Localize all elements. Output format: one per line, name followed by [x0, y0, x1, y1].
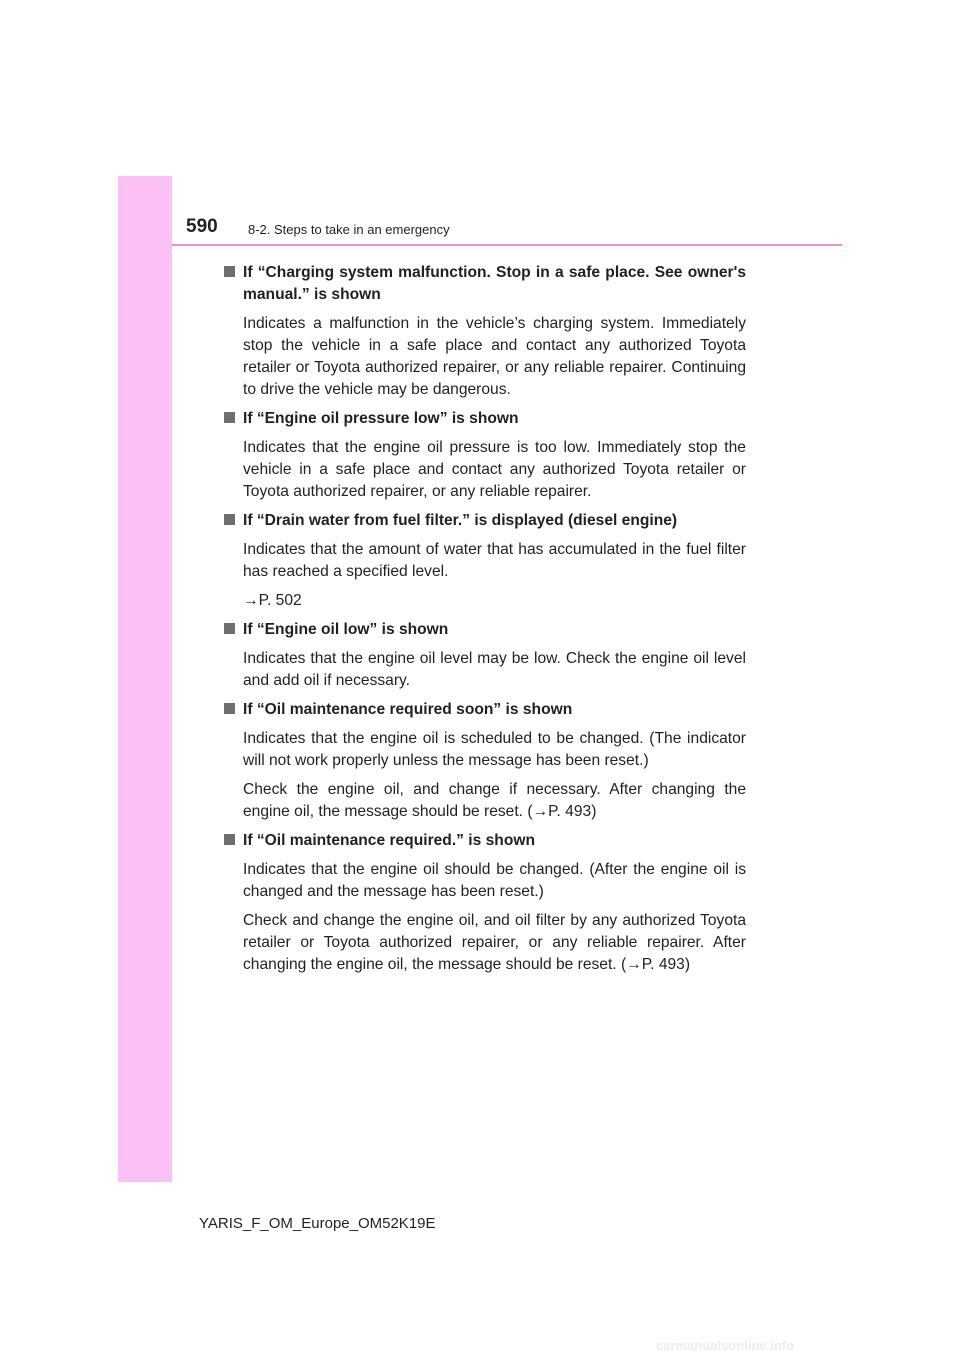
- item-paragraph: Indicates that the amount of water that has accumulated in the fuel filter has reached a specified level.: [243, 541, 746, 580]
- square-bullet-icon: [224, 266, 235, 277]
- item-heading: If “Charging system malfunction. Stop in a safe place. See owner's manual.” is shown: [243, 264, 746, 303]
- document-code: YARIS_F_OM_Europe_OM52K19E: [199, 1215, 436, 1232]
- item-paragraph: Indicates that the engine oil should be changed. (After the engine oil is changed and the message has been reset.): [243, 861, 746, 900]
- watermark: carmanualsonline.info: [656, 1338, 794, 1353]
- list-item-oil-pressure-low: [224, 408, 746, 503]
- list-item-oil-maintenance-soon: [224, 699, 746, 823]
- item-paragraph: Indicates a malfunction in the vehicle’s charging system. Immediately stop the vehicle in a safe place and contact any authorized Toyota retailer or Toyota authorized repairer, or any reliable repairer. Continuing to drive the vehicle may be dangerous.: [243, 315, 746, 398]
- header-divider: [172, 244, 842, 246]
- square-bullet-icon: [224, 703, 235, 714]
- item-paragraph: Indicates that the engine oil is scheduled to be changed. (The indicator will not work properly unless the message has been reset.): [243, 730, 746, 769]
- square-bullet-icon: [224, 412, 235, 423]
- item-heading: If “Oil maintenance required soon” is shown: [243, 701, 573, 718]
- section-title: 8-2. Steps to take in an emergency: [248, 222, 450, 237]
- list-item-oil-maintenance-required: [224, 830, 746, 976]
- page-reference: →P. 502: [243, 592, 302, 609]
- page-number: 590: [186, 216, 218, 237]
- item-heading: If “Drain water from fuel filter.” is displayed (diesel engine): [243, 512, 678, 529]
- page-content: [224, 262, 746, 983]
- list-item-drain-water: [224, 510, 746, 612]
- item-heading: If “Oil maintenance required.” is shown: [243, 832, 536, 849]
- item-paragraph: Indicates that the engine oil level may be low. Check the engine oil level and add oil if necessary.: [243, 650, 746, 689]
- item-paragraph: Check and change the engine oil, and oil filter by any authorized Toyota retailer or Toyota authorized repairer, or any reliable repairer. After changing the engine oil, the message should be reset. (→P. 493): [243, 912, 746, 973]
- square-bullet-icon: [224, 623, 235, 634]
- item-heading: If “Engine oil low” is shown: [243, 621, 449, 638]
- list-item-charging-system: [224, 262, 746, 401]
- item-paragraph: Check the engine oil, and change if necessary. After changing the engine oil, the message should be reset. (→P. 493): [243, 781, 746, 820]
- item-heading: If “Engine oil pressure low” is shown: [243, 410, 519, 427]
- chapter-tab-band: [118, 176, 172, 1182]
- square-bullet-icon: [224, 834, 235, 845]
- square-bullet-icon: [224, 514, 235, 525]
- item-paragraph: Indicates that the engine oil pressure is too low. Immediately stop the vehicle in a safe place and contact any authorized Toyota retailer or Toyota authorized repairer, or any reliable repairer.: [243, 439, 746, 500]
- list-item-engine-oil-low: [224, 619, 746, 692]
